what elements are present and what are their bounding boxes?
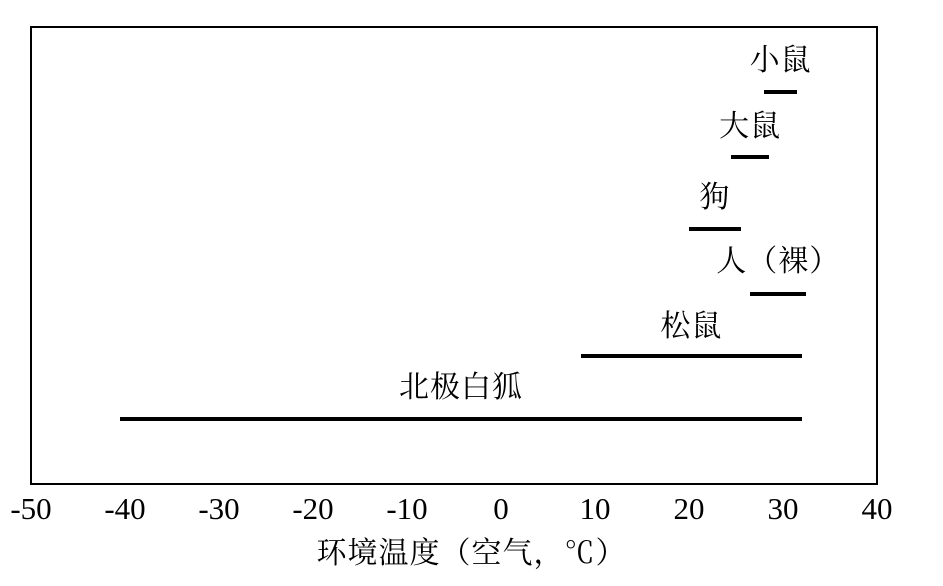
series-label-dog: 狗 <box>699 181 731 214</box>
x-tick-label: -30 <box>198 491 240 526</box>
x-tick-label: 30 <box>767 491 799 526</box>
range-bar-squirrel <box>581 354 802 358</box>
range-bar-dog <box>689 227 741 231</box>
x-tick-label: 20 <box>673 491 705 526</box>
series-label-human-nude: 人（裸） <box>716 245 841 278</box>
range-bar-rat <box>731 155 769 159</box>
x-axis-title: 环境温度（空气，℃） <box>316 537 627 570</box>
range-bar-mouse <box>764 90 797 94</box>
x-tick-label: 0 <box>493 491 509 526</box>
x-tick-label: 10 <box>579 491 611 526</box>
series-label-arctic-fox: 北极白狐 <box>399 371 524 404</box>
range-bar-arctic-fox <box>120 417 802 421</box>
series-label-rat: 大鼠 <box>719 110 782 143</box>
range-bar-human-nude <box>750 292 806 296</box>
series-label-mouse: 小鼠 <box>749 44 812 77</box>
x-tick-label: -20 <box>292 491 334 526</box>
x-tick-label: -40 <box>104 491 146 526</box>
x-tick-label: -50 <box>10 491 52 526</box>
x-tick-label: -10 <box>386 491 428 526</box>
series-label-squirrel: 松鼠 <box>660 310 723 343</box>
x-tick-label: 40 <box>861 491 893 526</box>
